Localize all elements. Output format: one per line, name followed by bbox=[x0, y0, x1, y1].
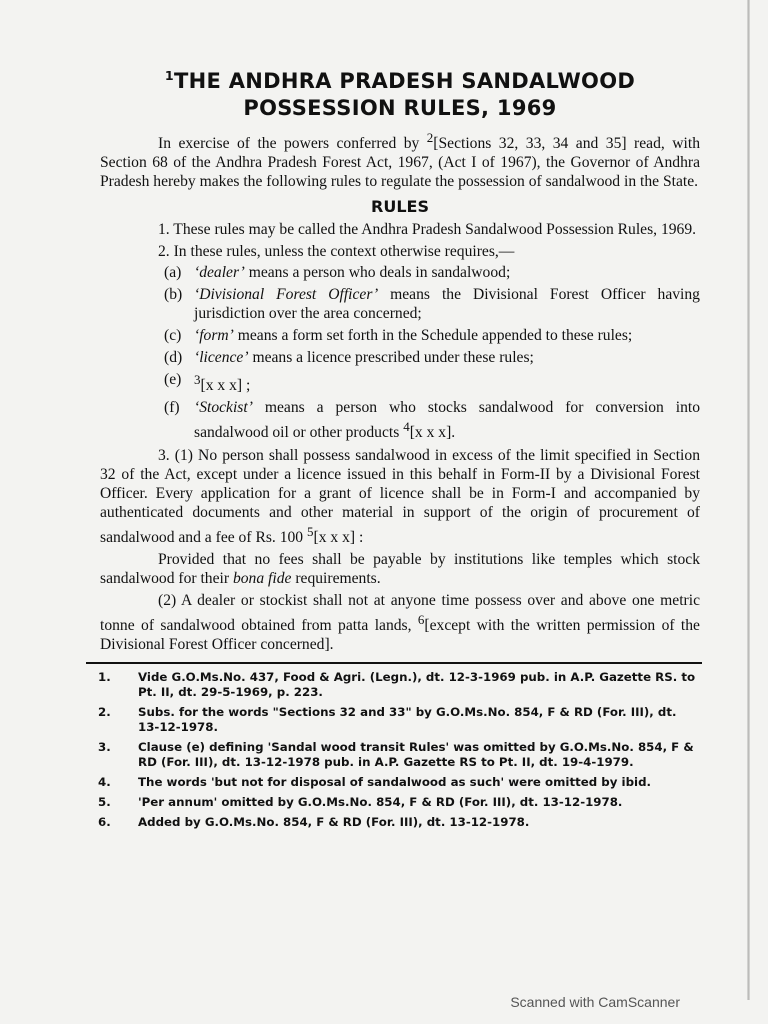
definition-item: (d) ‘licence’ means a licence prescribed under these rules; bbox=[164, 349, 534, 367]
footnote-item: 1. Vide G.O.Ms.No. 437, Food & Agri. (Legn.), dt. 12-3-1969 pub. in A.P. Gazette RS. to Pt. II, dt. 29-5-1969, p. 223. bbox=[98, 669, 696, 699]
definition-item: (c) ‘form’ means a form set forth in the Schedule appended to these rules; bbox=[164, 327, 633, 345]
footnote-ref-2: 2 bbox=[426, 130, 434, 145]
definition-item: (b) ‘Divisional Forest Officer’ means the Divisional Forest Officer having jurisdiction over the area concerned; bbox=[164, 286, 700, 323]
footnote-ref-4: 4 bbox=[403, 419, 410, 435]
rule-1: 1. These rules may be called the Andhra Pradesh Sandalwood Possession Rules, 1969. bbox=[158, 221, 697, 239]
footnote-item: 3. Clause (e) defining 'Sandal wood transit Rules' was omitted by G.O.Ms.No. 854, F & RD (For. III), dt. 13-12-1978 pub. in A.P. Gazette RS to Pt. II, dt. 19-4-1979. bbox=[98, 739, 694, 769]
title-line-2: POSSESSION RULES, 1969 bbox=[243, 96, 557, 120]
definition-item: (a) ‘dealer’ means a person who deals in sandalwood; bbox=[164, 264, 511, 282]
scan-edge-shadow bbox=[747, 0, 750, 1000]
rule-3-1: 3. (1) No person shall possess sandalwood in excess of the limit specified in Section 32 of the Act, except under a licence issued in this behalf in Form-II by a Divisional Forest Officer. Every application for a grant of licence shall be in Form-I and accompanied by authenticated documents and other material in support of the origin of procurement of sandalwood and a fee of Rs. 100 $^5$[x x x] : bbox=[100, 446, 700, 546]
scanner-watermark: Scanned with CamScanner bbox=[510, 994, 680, 1010]
proviso: Provided that no fees shall be payable by institutions like temples which stock sandalwood for their bona fide requirements. bbox=[100, 550, 700, 587]
rule-3-2: (2) A dealer or stockist shall not at anyone time possess over and above one metric tonne of sandalwood obtained from patta lands, $^6$[except with the written permission of the Divisional Forest Officer concerned]. bbox=[100, 591, 700, 653]
definition-item: (f) ‘Stockist’ means a person who stocks sandalwood for conversion into sandalwood oil or other products $^4$[x x x]. bbox=[164, 399, 700, 442]
footnote-divider bbox=[86, 662, 702, 664]
title-footnote-ref: 1 bbox=[164, 68, 174, 83]
rule-2-intro: 2. In these rules, unless the context otherwise requires,— bbox=[158, 243, 515, 261]
preamble: In exercise of the powers conferred by $^2$[Sections 32, 33, 34 and 35] read, with Section 68 of the Andhra Pradesh Forest Act, 1967, (Act I of 1967), the Governor of Andhra Pradesh hereby makes the following rules to regulate the possession of sandalwood in the State. bbox=[100, 130, 700, 191]
footnote-item: 4. The words 'but not for disposal of sandalwood as such' were omitted by ibid. bbox=[98, 774, 651, 789]
definition-item: (e) $^3$[x x x] ; bbox=[164, 371, 251, 395]
footnote-ref-3: 3 bbox=[194, 372, 201, 388]
footnote-ref-6: 6 bbox=[417, 611, 425, 627]
title-line-1: THE ANDHRA PRADESH SANDALWOOD bbox=[173, 69, 636, 93]
document-title bbox=[100, 62, 700, 122]
rules-heading: RULES bbox=[371, 197, 429, 217]
footnote-ref-5: 5 bbox=[307, 523, 314, 539]
footnotes bbox=[100, 670, 700, 830]
definitions-list bbox=[100, 263, 700, 442]
footnote-item: 5. 'Per annum' omitted by G.O.Ms.No. 854, F & RD (For. III), dt. 13-12-1978. bbox=[98, 794, 623, 809]
document-page bbox=[100, 62, 700, 835]
footnote-item: 6. Added by G.O.Ms.No. 854, F & RD (For. III), dt. 13-12-1978. bbox=[98, 814, 530, 829]
footnote-item: 2. Subs. for the words "Sections 32 and 33" by G.O.Ms.No. 854, F & RD (For. III), dt. 13-12-1978. bbox=[98, 704, 677, 734]
